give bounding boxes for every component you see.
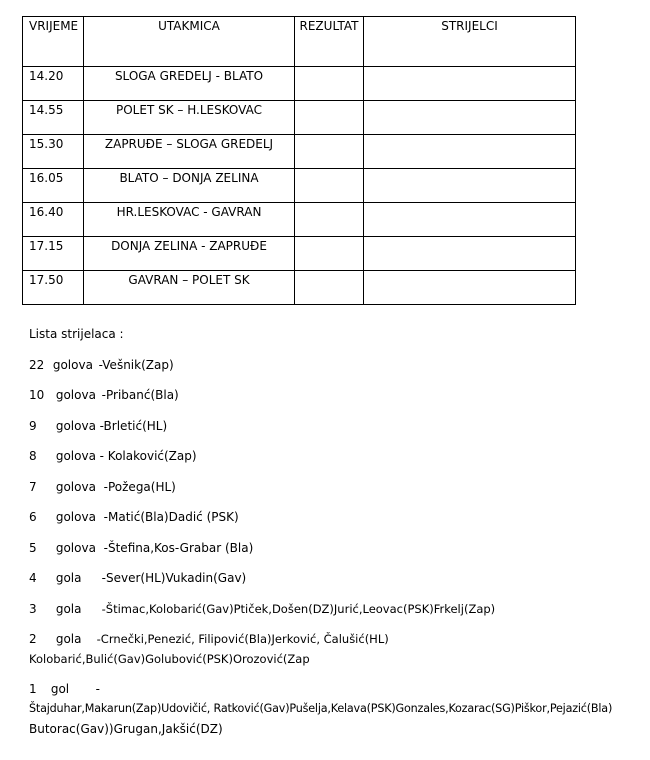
goal-word: golova bbox=[55, 388, 96, 402]
table-row bbox=[23, 67, 576, 101]
table-header-row bbox=[23, 17, 576, 67]
scorer-names-continued: Štajduhar,Makarun(Zap)Udovičić, Ratković(Gav)Pušelja,Kelava(PSK)Gonzales,Kozarac(SG)Piškor,Pejazić(Bla) bbox=[29, 702, 613, 715]
match-result bbox=[295, 67, 364, 101]
match-time: 15.30 bbox=[23, 135, 84, 169]
match-teams: BLATO – DONJA ZELINA bbox=[84, 169, 295, 203]
table-row bbox=[23, 203, 576, 237]
goal-count: 1 bbox=[29, 682, 37, 696]
match-result bbox=[295, 135, 364, 169]
scorer-names: -Požega(HL) bbox=[103, 480, 176, 494]
table-row bbox=[23, 101, 576, 135]
scorer-names: -Sever(HL)Vukadin(Gav) bbox=[101, 571, 247, 585]
match-time: 16.40 bbox=[23, 203, 84, 237]
match-scorers bbox=[364, 101, 576, 135]
match-time: 14.55 bbox=[23, 101, 84, 135]
scorer-entry bbox=[29, 599, 495, 619]
goal-word: golova bbox=[55, 541, 96, 555]
header-time: VRIJEME bbox=[23, 17, 84, 67]
scorer-names: -Štefina,Kos-Grabar (Bla) bbox=[103, 541, 254, 555]
match-result bbox=[295, 203, 364, 237]
scorer-entry bbox=[29, 416, 167, 436]
table-row bbox=[23, 237, 576, 271]
header-scorers: STRIJELCI bbox=[364, 17, 576, 67]
scorer-entry bbox=[29, 477, 176, 497]
goal-count: 10 bbox=[29, 388, 45, 402]
table-row bbox=[23, 135, 576, 169]
match-teams: SLOGA GREDELJ - BLATO bbox=[84, 67, 295, 101]
goal-count: 3 bbox=[29, 602, 37, 616]
scorer-names: -Crnečki,Penezić, Filipović(Bla)Jerković, Čalušić(HL) bbox=[96, 632, 389, 646]
match-scorers bbox=[364, 203, 576, 237]
goal-word: golova bbox=[55, 510, 96, 524]
match-teams: ZAPRUĐE – SLOGA GREDELJ bbox=[84, 135, 295, 169]
scorer-names: - Kolaković(Zap) bbox=[99, 449, 197, 463]
goal-count: 4 bbox=[29, 571, 37, 585]
goal-count: 5 bbox=[29, 541, 37, 555]
scorer-names: -Pribanć(Bla) bbox=[101, 388, 179, 402]
table-row bbox=[23, 271, 576, 305]
goal-word: golova bbox=[55, 480, 96, 494]
goal-word: gola bbox=[55, 602, 82, 616]
scorer-entry bbox=[29, 538, 253, 558]
match-scorers bbox=[364, 271, 576, 305]
match-time: 17.50 bbox=[23, 271, 84, 305]
scorer-entry bbox=[29, 507, 239, 527]
scorer-names-continued: Butorac(Gav))Grugan,Jakšić(DZ) bbox=[29, 722, 223, 736]
match-time: 14.20 bbox=[23, 67, 84, 101]
header-match: UTAKMICA bbox=[84, 17, 295, 67]
scorer-entry bbox=[29, 355, 174, 375]
scorer-names-continued: Kolobarić,Bulić(Gav)Golubović(PSK)Orozović(Zap bbox=[29, 652, 310, 666]
scorer-names: -Brletić(HL) bbox=[99, 419, 168, 433]
scorer-entry bbox=[29, 446, 197, 466]
match-result bbox=[295, 101, 364, 135]
scorer-entry bbox=[29, 629, 389, 649]
scorers-title: Lista strijelaca : bbox=[29, 327, 124, 341]
header-result: REZULTAT bbox=[295, 17, 364, 67]
goal-word: golova bbox=[55, 419, 96, 433]
scorer-names: -Vešnik(Zap) bbox=[98, 358, 174, 372]
scorer-entry bbox=[29, 568, 246, 588]
match-result bbox=[295, 237, 364, 271]
scorer-names: -Štimac,Kolobarić(Gav)Ptiček,Došen(DZ)Jurić,Leovac(PSK)Frkelj(Zap) bbox=[101, 602, 496, 616]
match-time: 17.15 bbox=[23, 237, 84, 271]
goal-word: golova bbox=[55, 449, 96, 463]
goal-word: gol bbox=[50, 682, 70, 696]
match-teams: DONJA ZELINA - ZAPRUĐE bbox=[84, 237, 295, 271]
goal-word: gola bbox=[55, 632, 82, 646]
match-scorers bbox=[364, 67, 576, 101]
goal-count: 7 bbox=[29, 480, 37, 494]
match-scorers bbox=[364, 169, 576, 203]
match-result bbox=[295, 271, 364, 305]
table-row bbox=[23, 169, 576, 203]
goal-count: 2 bbox=[29, 632, 37, 646]
goal-count: 8 bbox=[29, 449, 37, 463]
scorer-entry bbox=[29, 385, 179, 405]
match-scorers bbox=[364, 237, 576, 271]
match-time: 16.05 bbox=[23, 169, 84, 203]
match-teams: POLET SK – H.LESKOVAC bbox=[84, 101, 295, 135]
match-teams: GAVRAN – POLET SK bbox=[84, 271, 295, 305]
goal-count: 9 bbox=[29, 419, 37, 433]
goal-word: gola bbox=[55, 571, 82, 585]
scorer-entry bbox=[29, 679, 100, 699]
match-schedule-table bbox=[22, 16, 576, 305]
goal-word: golova bbox=[52, 358, 93, 372]
goal-count: 6 bbox=[29, 510, 37, 524]
match-teams: HR.LESKOVAC - GAVRAN bbox=[84, 203, 295, 237]
match-result bbox=[295, 169, 364, 203]
scorer-names: - bbox=[95, 682, 100, 696]
match-scorers bbox=[364, 135, 576, 169]
goal-count: 22 bbox=[29, 358, 45, 372]
scorer-names: -Matić(Bla)Dadić (PSK) bbox=[103, 510, 239, 524]
